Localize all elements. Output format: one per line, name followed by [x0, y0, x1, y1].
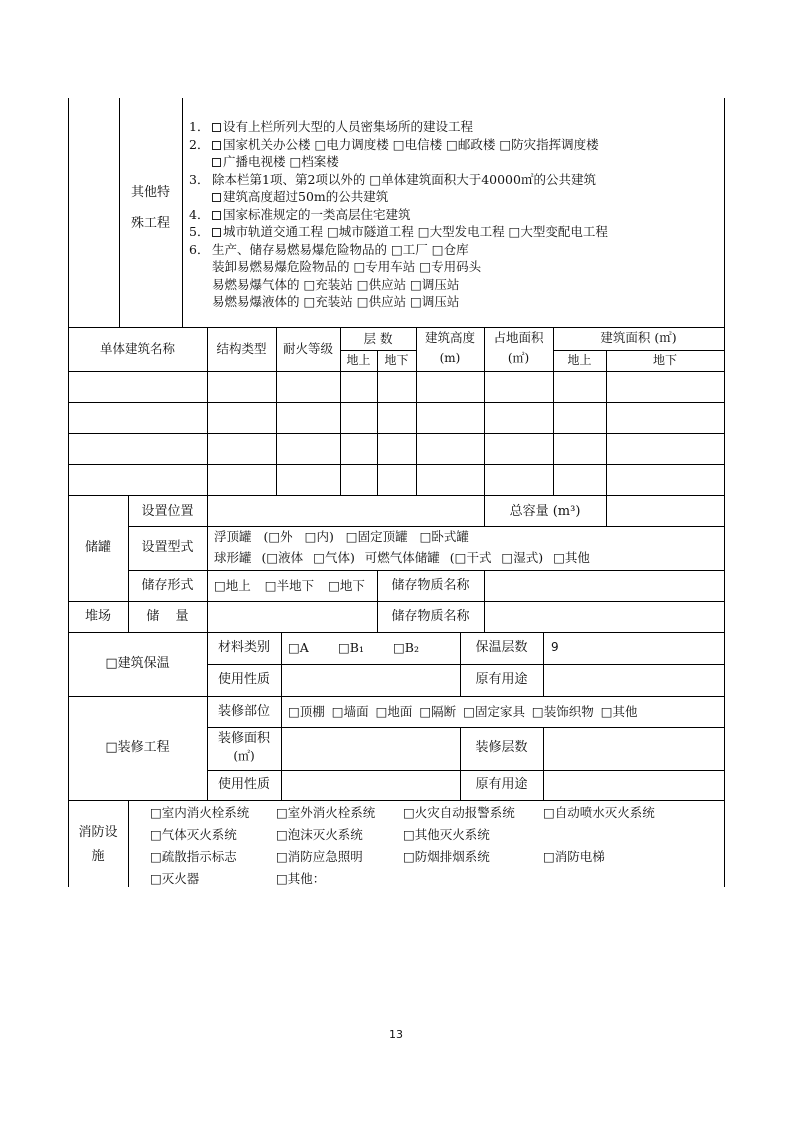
- orig-use-label: 原有用途: [475, 672, 528, 687]
- facility-foam-suppression[interactable]: □泡沫灭火系统: [276, 827, 363, 842]
- special-label-divider: [119, 98, 120, 327]
- bt-header-fire: 耐火等级: [282, 341, 333, 356]
- capacity-label: 总容量 (m³): [509, 504, 581, 519]
- border-left-top: [68, 98, 69, 327]
- facility-gas-suppression[interactable]: □气体灭火系统: [150, 827, 237, 842]
- facility-outdoor-hydrant[interactable]: □室外消火栓系统: [276, 805, 376, 820]
- yard-label: 堆场: [84, 609, 111, 624]
- facility-extinguisher[interactable]: □灭火器: [150, 871, 200, 886]
- bt-header-land-unit: (㎡): [507, 351, 530, 365]
- special-item-1[interactable]: 1． 设有上栏所列大型的人员密集场所的建设工程: [189, 119, 474, 134]
- special-label-line2: 殊工程: [130, 216, 170, 231]
- part-options[interactable]: □顶棚 □墙面 □地面 □隔断 □固定家具 □装饰织物 □其他: [288, 704, 638, 719]
- line-696: [68, 696, 725, 697]
- facilities-label-line1: 消防设: [78, 825, 118, 840]
- border-right-top: [724, 98, 725, 327]
- line-327: [68, 327, 725, 328]
- special-items-list: [189, 118, 608, 311]
- bt-header-area-above: 地上: [567, 353, 592, 367]
- ins-col-4: [543, 632, 544, 696]
- yard-material-label: 储存物质名称: [391, 609, 470, 624]
- special-item-5[interactable]: 5． 城市轨道交通工程 □城市隧道工程 □大型发电工程 □大型变配电工程: [189, 224, 608, 239]
- amount-label: 储 量: [146, 609, 189, 624]
- special-item-6c[interactable]: 易燃易爆气体的 □充装站 □供应站 □调压站: [212, 276, 460, 292]
- layers-label: 保温层数: [475, 640, 528, 655]
- form-label: 储存形式: [141, 578, 194, 593]
- type-line2[interactable]: 球形罐 (□液体 □气体) 可燃气体储罐 (□干式 □湿式) □其他: [214, 550, 590, 565]
- dec-orig-use-label: 原有用途: [475, 777, 528, 792]
- use-label: 使用性质: [217, 672, 270, 687]
- bt-col-4: [377, 350, 378, 495]
- facility-other[interactable]: □其他：: [276, 871, 326, 886]
- bt-col-3: [340, 327, 341, 495]
- bt-header-height: 建筑高度: [424, 330, 475, 345]
- line-601: [68, 601, 725, 602]
- facility-emergency-light[interactable]: □消防应急照明: [276, 849, 363, 864]
- bt-col-7: [553, 327, 554, 495]
- insulation-option-a[interactable]: □A: [288, 640, 309, 655]
- fac-col-1: [128, 800, 129, 887]
- facility-fire-alarm[interactable]: □火灾自动报警系统: [403, 805, 515, 820]
- decoration-label[interactable]: □装修工程: [105, 740, 170, 755]
- special-item-6[interactable]: 6． 生产、储存易燃易爆危险物品的 □工厂 □仓库: [189, 241, 469, 257]
- line-526: [128, 526, 725, 527]
- bt-header-area-below: 地下: [652, 353, 677, 367]
- dec-layers-label: 装修层数: [475, 740, 528, 755]
- dec-col-2: [281, 696, 282, 800]
- location-label: 设置位置: [141, 504, 194, 519]
- border-left: [68, 327, 69, 887]
- special-label-line1: 其他特: [130, 185, 170, 200]
- tank-label: 储罐: [84, 540, 111, 555]
- bt-header-floors: 层 数: [363, 331, 393, 346]
- line-727: [207, 727, 725, 728]
- material-label: 储存物质名称: [391, 578, 470, 593]
- facility-smoke-control[interactable]: □防烟排烟系统: [403, 849, 490, 864]
- insulation-option-b1[interactable]: □B₁: [338, 640, 365, 655]
- line-433: [68, 433, 725, 434]
- layers-value[interactable]: 9: [551, 640, 559, 654]
- st-col-3b: [606, 495, 607, 526]
- bt-header-floors-above: 地上: [346, 353, 371, 367]
- facility-indoor-hydrant[interactable]: □室内消火栓系统: [150, 805, 250, 820]
- border-right: [724, 327, 725, 887]
- special-item-6d[interactable]: 易燃易爆液体的 □充装站 □供应站 □调压站: [212, 294, 460, 309]
- st-col-5: [484, 570, 485, 632]
- line-464: [68, 464, 725, 465]
- special-content-divider: [182, 98, 183, 327]
- part-label: 装修部位: [217, 704, 270, 719]
- st-col-2: [207, 495, 208, 632]
- special-item-2b[interactable]: 广播电视楼 □档案楼: [189, 153, 608, 171]
- bt-header-floors-below: 地下: [384, 353, 409, 367]
- line-770: [207, 770, 725, 771]
- bt-header-land: 占地面积: [493, 330, 544, 345]
- special-item-4[interactable]: 4． 国家标准规定的一类高层住宅建筑: [189, 206, 411, 222]
- facilities-label-line2: 施: [91, 849, 105, 864]
- form-options[interactable]: □地上 □半地下 □地下: [214, 578, 365, 593]
- line-800: [68, 800, 725, 801]
- special-item-3[interactable]: 3． 除本栏第1项、第2项以外的 □单体建筑面积大于40000㎡的公共建筑: [189, 171, 596, 187]
- bt-header-struct: 结构类型: [216, 341, 267, 356]
- ins-col-2: [281, 632, 282, 696]
- line-495: [68, 495, 725, 496]
- area-label-line1: 装修面积: [217, 731, 270, 746]
- type-label: 设置型式: [141, 540, 194, 555]
- material-type-label: 材料类别: [217, 640, 270, 655]
- facility-sprinkler[interactable]: □自动喷水灭火系统: [543, 805, 655, 820]
- facility-fire-elevator[interactable]: □消防电梯: [543, 849, 605, 864]
- bt-header-name: 单体建筑名称: [99, 341, 175, 356]
- line-664: [207, 664, 725, 665]
- facility-evacuation-sign[interactable]: □疏散指示标志: [150, 849, 237, 864]
- line-402: [68, 402, 725, 403]
- type-line1[interactable]: 浮顶罐 (□外 □内) □固定顶罐 □卧式罐: [214, 529, 469, 544]
- facility-other-suppression[interactable]: □其他灭火系统: [403, 827, 490, 842]
- special-item-6b[interactable]: 装卸易燃易爆危险物品的 □专用车站 □专用码头: [212, 259, 482, 274]
- line-371: [68, 371, 725, 372]
- insulation-label[interactable]: □建筑保温: [105, 656, 170, 671]
- special-item-3b[interactable]: 建筑高度超过50m的公共建筑: [189, 188, 608, 206]
- line-350-sub2: [553, 350, 725, 351]
- line-570: [128, 570, 725, 571]
- dec-col-4: [543, 727, 544, 800]
- bt-col-8: [606, 350, 607, 495]
- area-label-line2: (㎡): [233, 749, 255, 763]
- line-632: [68, 632, 725, 633]
- page-number: 13: [389, 1028, 403, 1041]
- bt-header-height-unit: (m): [439, 351, 461, 365]
- insulation-option-b2[interactable]: □B₂: [393, 640, 420, 655]
- dec-use-label: 使用性质: [217, 777, 270, 792]
- special-item-2[interactable]: 2． 国家机关办公楼 □电力调度楼 □电信楼 □邮政楼 □防灾指挥调度楼: [189, 136, 599, 152]
- bt-header-area: 建筑面积 (㎡): [600, 330, 677, 345]
- line-350-sub: [340, 350, 417, 351]
